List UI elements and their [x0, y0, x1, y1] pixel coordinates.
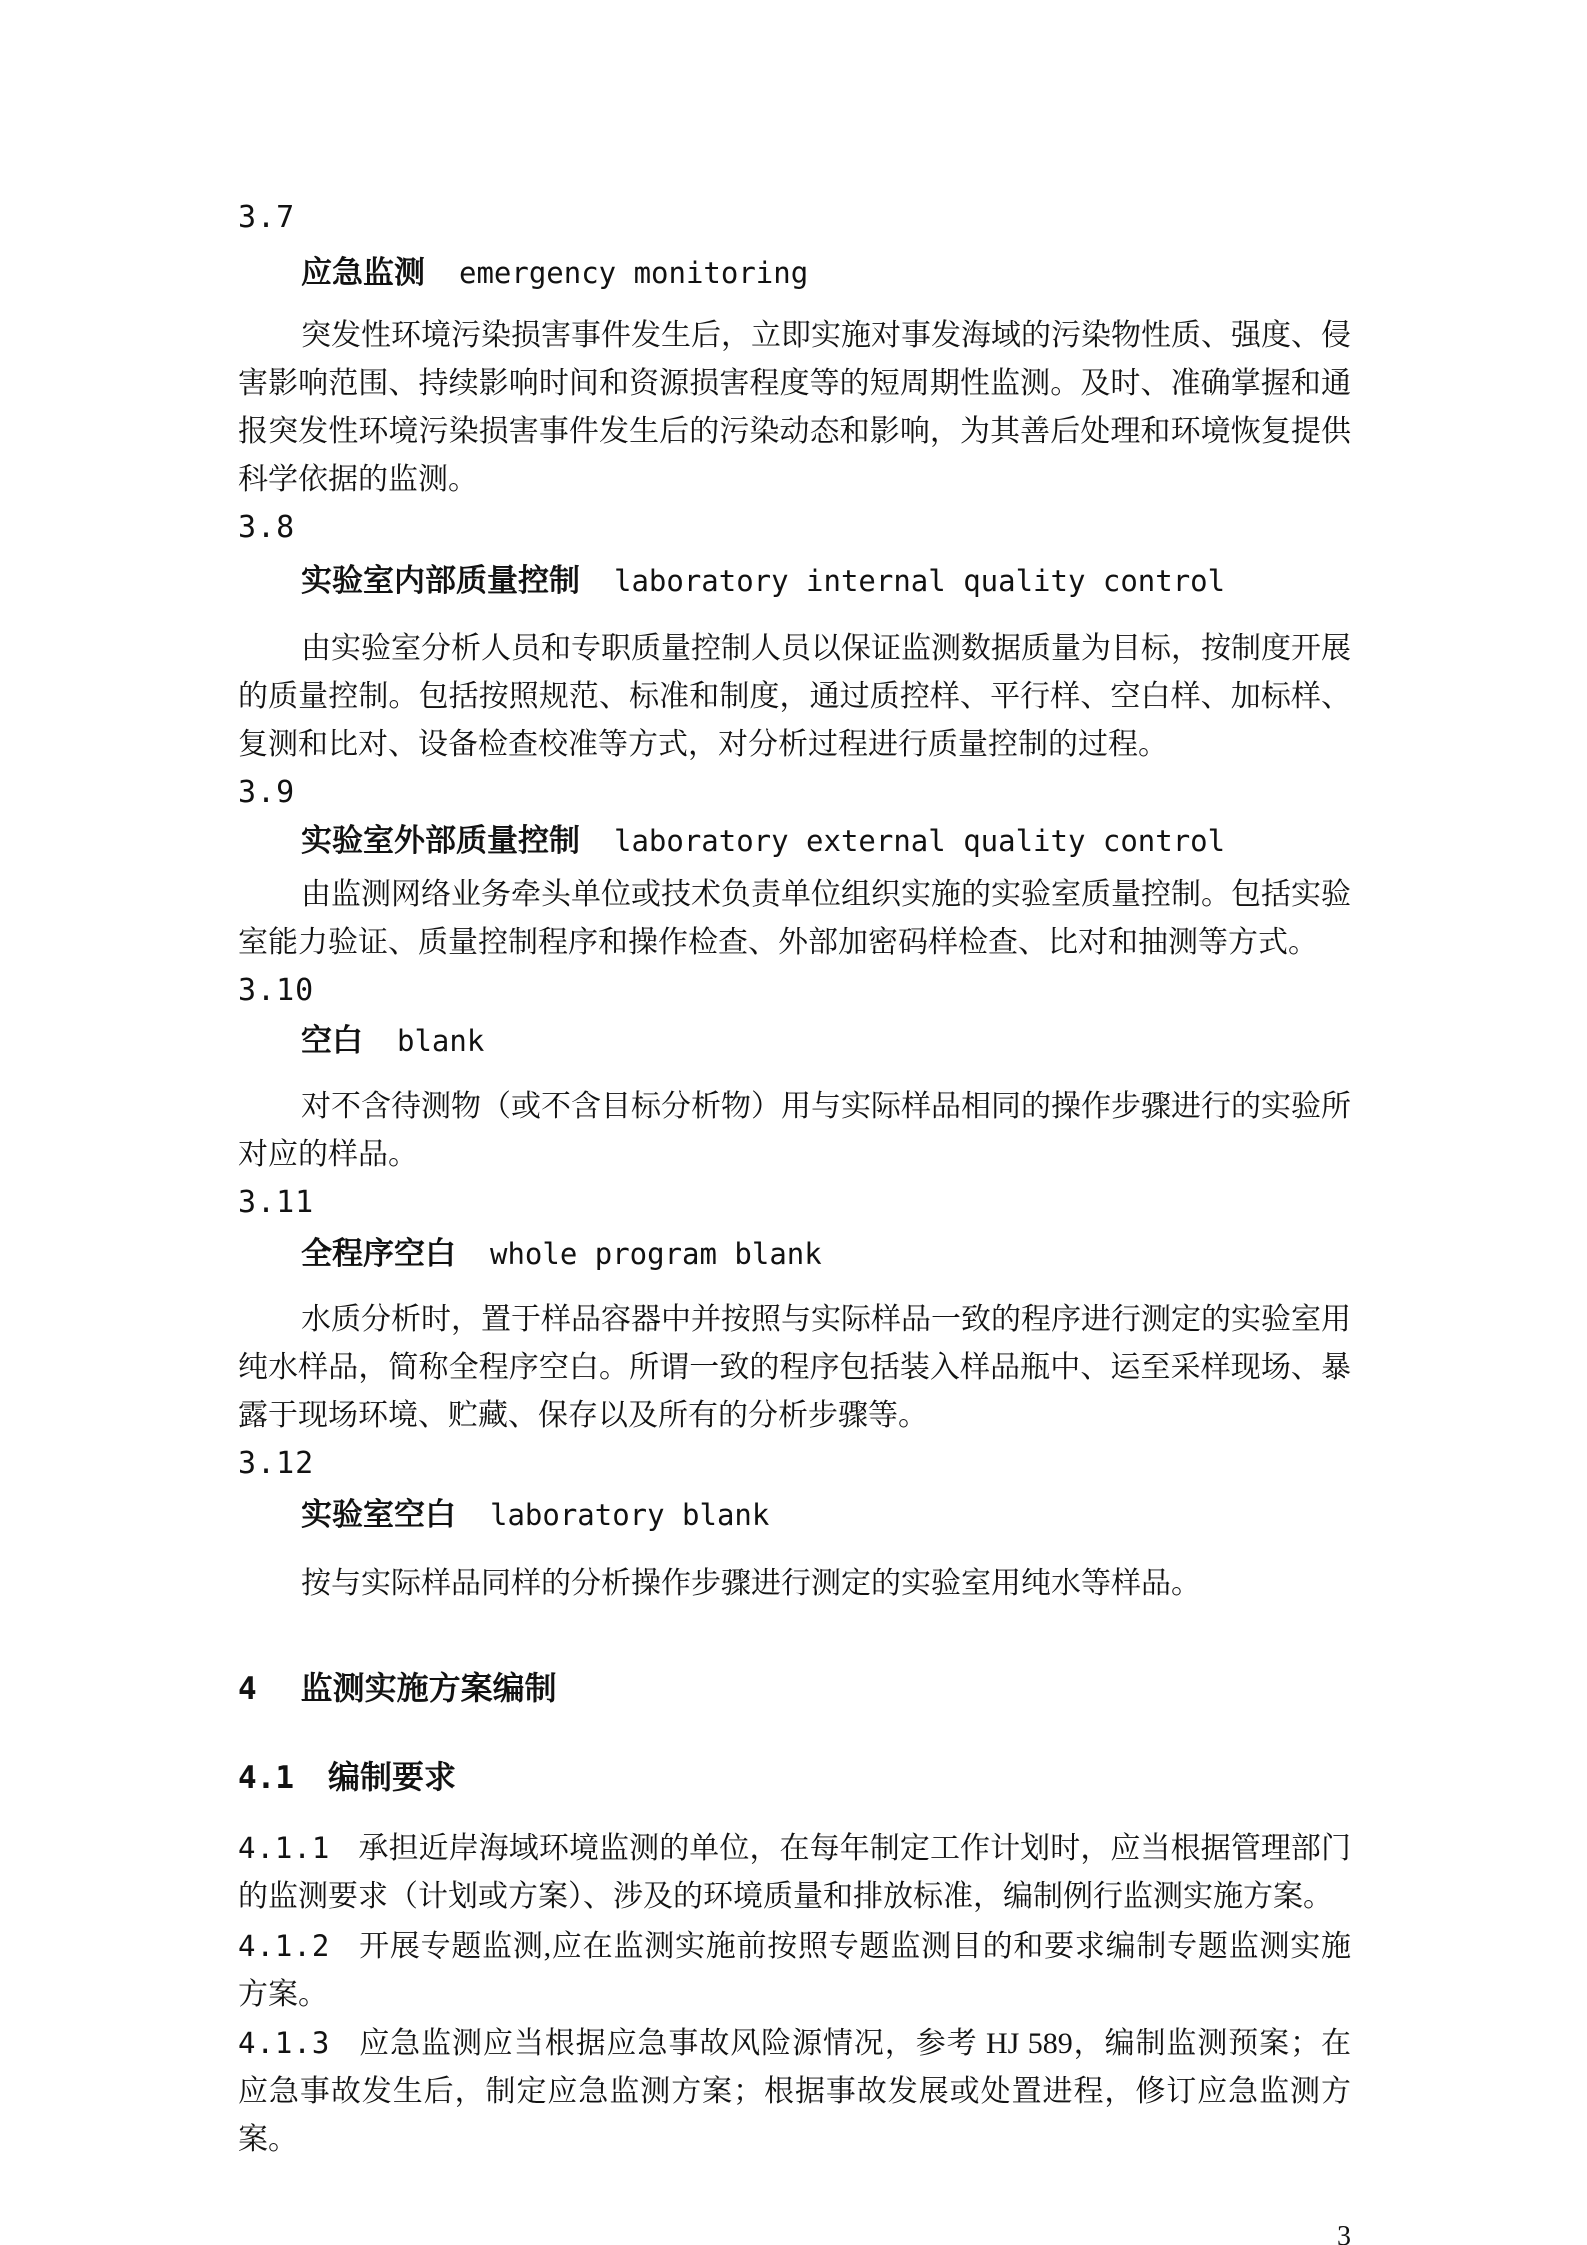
term-definition-3-7: 突发性环境污染损害事件发生后，立即实施对事发海域的污染物性质、强度、侵害影响范围、持续影响时间和资源损害程度等的短周期性监测。及时、准确掌握和通报突发性环境污染损害事件发生后的污染动态和影响，为其善后处理和环境恢复提供科学依据的监测。	[238, 319, 1351, 496]
clause-number: 4.1.2	[238, 1929, 331, 1963]
term-heading-3-8	[238, 557, 1351, 611]
chapter-title: 监测实施方案编制	[300, 1670, 557, 1706]
clause-paragraph-4-1-2	[238, 1922, 1351, 2019]
clause-number-3-12: 3.12	[238, 1446, 315, 1481]
term-en: laboratory internal quality control	[614, 564, 1226, 598]
clause-text: 开展专题监测,应在监测实施前按照专题监测目的和要求编制专题监测实施方案。	[238, 1930, 1351, 2011]
term-heading-3-12	[238, 1491, 1351, 1545]
term-definition-3-10: 对不含待测物（或不含目标分析物）用与实际样品相同的操作步骤进行的实验所对应的样品。	[238, 1090, 1351, 1171]
page-number: 3	[1337, 2221, 1351, 2245]
term-heading-3-9	[238, 817, 1351, 871]
term-definition-3-11: 水质分析时，置于样品容器中并按照与实际样品一致的程序进行测定的实验室用纯水样品，简称全程序空白。所谓一致的程序包括装入样品瓶中、运至采样现场、暴露于现场环境、贮藏、保存以及所有的分析步骤等。	[238, 1303, 1351, 1432]
chapter-heading	[238, 1664, 1351, 1713]
term-en: whole program blank	[490, 1237, 822, 1271]
clause-number-3-11: 3.11	[238, 1185, 315, 1220]
subsection-number: 4.1	[238, 1760, 294, 1796]
term-heading-3-7	[238, 249, 1351, 303]
term-definition-3-12: 按与实际样品同样的分析操作步骤进行测定的实验室用纯水等样品。	[301, 1567, 1201, 1600]
term-zh: 实验室空白	[301, 1497, 456, 1532]
clause-number: 4.1.3	[238, 2026, 331, 2060]
term-en: laboratory external quality control	[614, 824, 1226, 858]
term-zh: 应急监测	[301, 255, 425, 290]
clause-paragraph-4-1-1	[238, 1824, 1351, 1921]
term-heading-3-11	[238, 1230, 1351, 1284]
clause-number: 4.1.1	[238, 1831, 331, 1865]
term-heading-3-10	[238, 1017, 1351, 1071]
subsection-title: 编制要求	[328, 1759, 457, 1795]
clause-number-3-10: 3.10	[238, 973, 315, 1008]
term-en: laboratory blank	[490, 1498, 770, 1532]
term-zh: 全程序空白	[301, 1236, 456, 1271]
clause-text: 应急监测应当根据应急事故风险源情况，参考 HJ 589，编制监测预案；在应急事故发生后，制定应急监测方案；根据事故发展或处置进程，修订应急监测方案。	[238, 2027, 1351, 2156]
term-definition-3-8: 由实验室分析人员和专职质量控制人员以保证监测数据质量为目标，按制度开展的质量控制。包括按照规范、标准和制度，通过质控样、平行样、空白样、加标样、复测和比对、设备检查校准等方式，对分析过程进行质量控制的过程。	[238, 632, 1351, 761]
term-zh: 空白	[301, 1023, 363, 1058]
chapter-number: 4	[238, 1671, 257, 1707]
term-zh: 实验室内部质量控制	[301, 563, 580, 598]
term-en: emergency monitoring	[459, 256, 809, 290]
term-en: blank	[397, 1024, 485, 1058]
clause-number-3-9: 3.9	[238, 775, 296, 810]
clause-paragraph-4-1-3	[238, 2019, 1351, 2164]
clause-text: 承担近岸海域环境监测的单位，在每年制定工作计划时，应当根据管理部门的监测要求（计划或方案）、涉及的环境质量和排放标准，编制例行监测实施方案。	[238, 1832, 1351, 1913]
term-definition-3-9: 由监测网络业务牵头单位或技术负责单位组织实施的实验室质量控制。包括实验室能力验证、质量控制程序和操作检查、外部加密码样检查、比对和抽测等方式。	[238, 878, 1351, 959]
term-zh: 实验室外部质量控制	[301, 823, 580, 858]
subsection-heading	[238, 1753, 1351, 1802]
clause-number-3-7: 3.7	[238, 200, 296, 235]
clause-number-3-8: 3.8	[238, 510, 296, 545]
